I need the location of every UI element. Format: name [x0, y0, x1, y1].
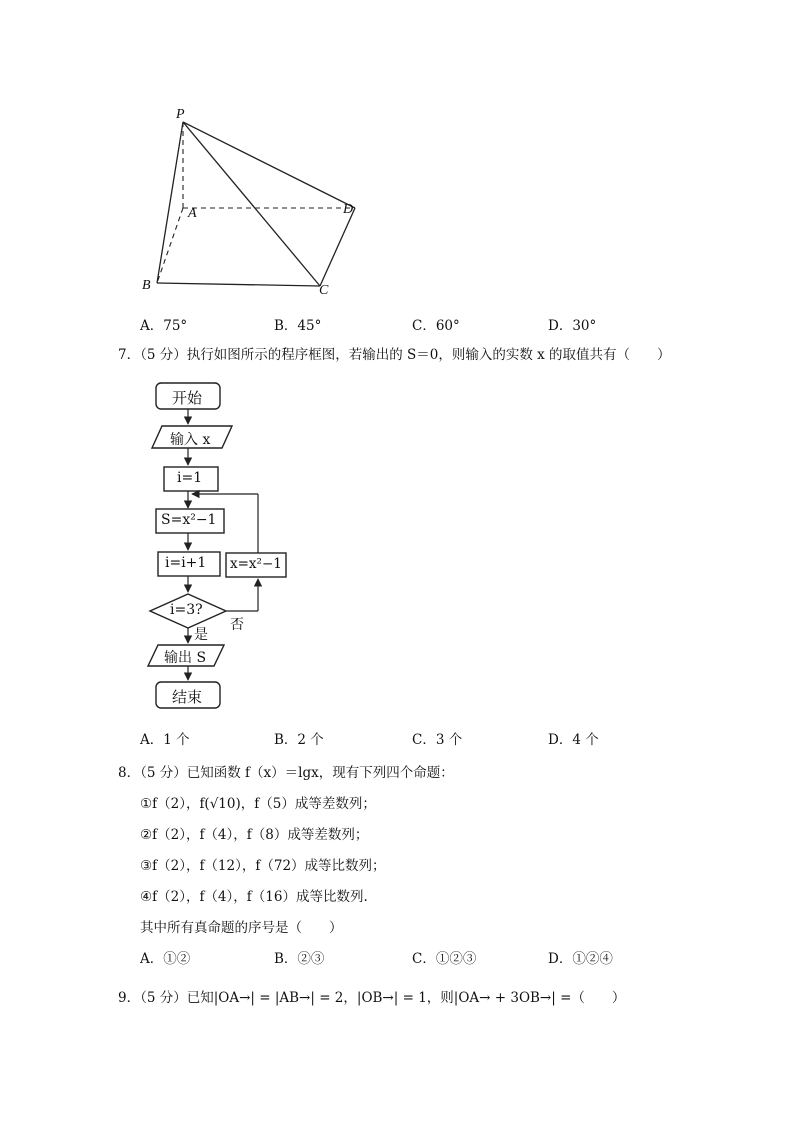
q6-option-b: B．45°	[274, 318, 322, 334]
flow-no-label: 否	[230, 617, 244, 633]
flow-init: i=1	[177, 470, 203, 486]
vertex-label-b: B	[142, 278, 151, 293]
q8-item-3: ③f（2），f（12），f（72）成等比数列；	[140, 858, 386, 874]
flow-end: 结束	[172, 688, 203, 706]
q8-option-a: A．①②	[140, 951, 191, 967]
flow-increment: i=i+1	[165, 555, 207, 571]
q7-stem: 7．（5 分）执行如图所示的程序框图，若输出的 S＝0，则输入的实数 x 的取值共有（ ）	[118, 347, 671, 363]
q8-item-1: ①f（2），f(√10)，f（5）成等差数列；	[140, 796, 376, 812]
q6-option-a: A．75°	[140, 318, 188, 334]
vertex-label-c: C	[319, 283, 329, 298]
q8-item-4: ④f（2），f（4），f（16）成等比数列.	[140, 889, 368, 905]
flow-input: 输入 x	[170, 432, 211, 448]
q8-item-2: ②f（2），f（4），f（8）成等差数列；	[140, 827, 369, 843]
q6-option-d: D．30°	[548, 318, 597, 334]
vertex-label-a: A	[188, 206, 197, 221]
flow-start: 开始	[172, 389, 203, 407]
flowchart	[140, 378, 300, 713]
q7-option-a: A．1 个	[140, 732, 190, 748]
vertex-label-d: D	[343, 202, 354, 217]
q6-option-c: C．60°	[412, 318, 460, 334]
q8-option-c: C．①②③	[412, 951, 477, 967]
q9-stem: 9．（5 分）已知|OA→| = |AB→| = 2，|OB→| = 1，则|OA→ + 3OB→| =（ ）	[118, 990, 626, 1006]
flow-output: 输出 S	[164, 650, 207, 666]
flow-condition: i=3?	[170, 602, 203, 618]
flow-yes-label: 是	[194, 627, 208, 643]
q8-option-d: D．①②④	[548, 951, 613, 967]
pyramid-figure	[130, 100, 380, 300]
q7-option-d: D．4 个	[548, 732, 599, 748]
flow-assign-s: S=x²−1	[161, 512, 217, 528]
flow-update-x: x=x²−1	[230, 556, 282, 572]
q8-option-b: B．②③	[274, 951, 325, 967]
pyramid-svg	[130, 100, 380, 300]
q8-stem: 8．（5 分）已知函数 f（x）＝lgx，现有下列四个命题：	[118, 765, 454, 781]
q8-question: 其中所有真命题的序号是（ ）	[140, 920, 343, 936]
q7-option-b: B．2 个	[274, 732, 324, 748]
q7-option-c: C．3 个	[412, 732, 463, 748]
vertex-label-p: P	[176, 107, 185, 122]
